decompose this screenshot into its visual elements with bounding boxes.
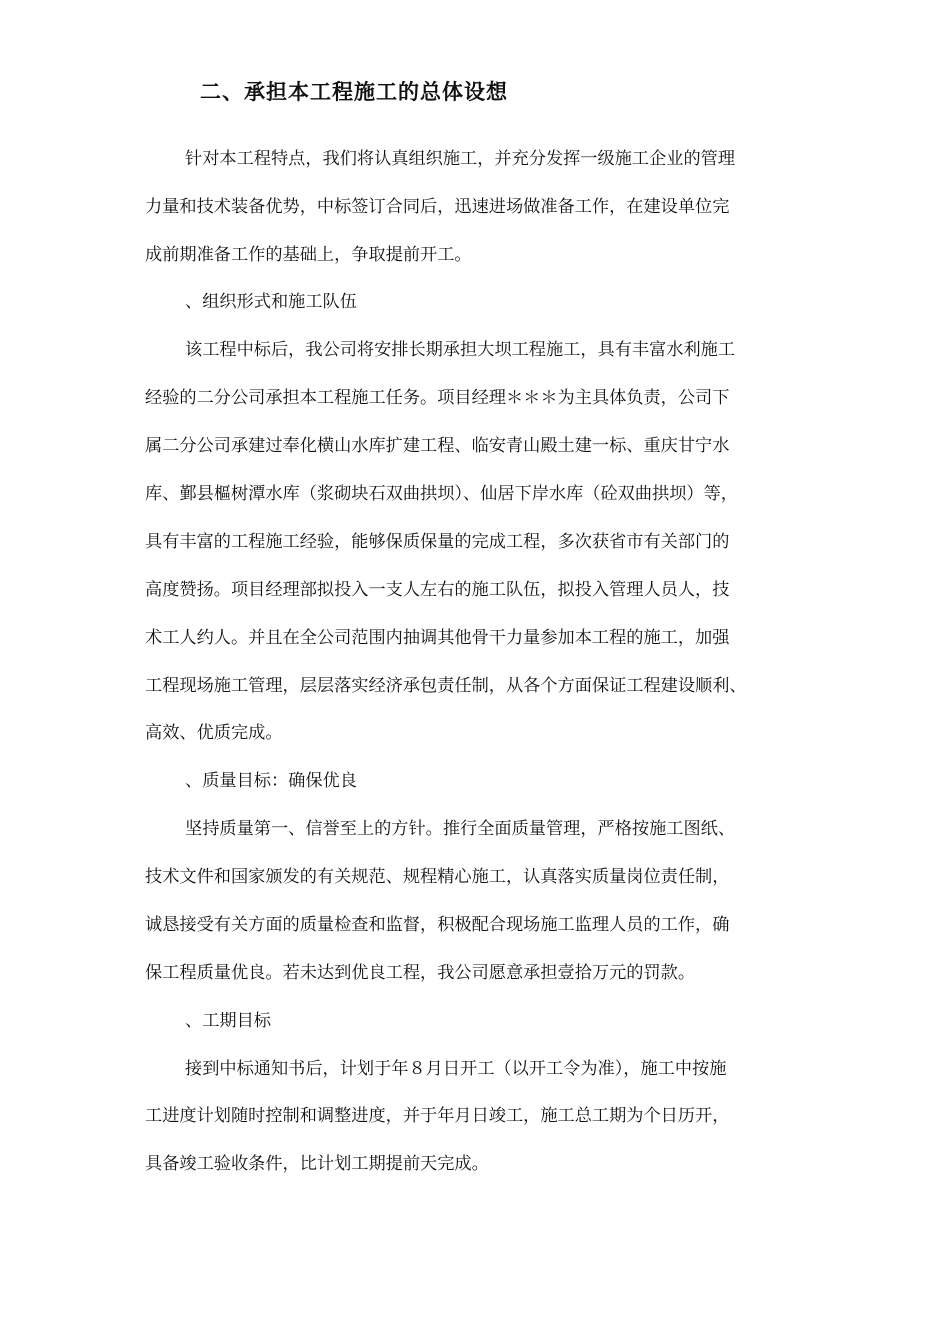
paragraph-line: 保工程质量优良。若未达到优良工程，我公司愿意承担壹拾万元的罚款。: [145, 963, 696, 983]
paragraph-line: 库、鄞县樞树潭水库（浆砌块石双曲拱坝）、仙居下岸水库（砼双曲拱坝）等，: [145, 484, 738, 504]
paragraph-line: 高效、优质完成。: [145, 723, 283, 743]
paragraph-line: 具备竣工验收条件，比计划工期提前天完成。: [145, 1154, 489, 1174]
paragraph-line: 工进度计划随时控制和调整进度，并于年月日竣工，施工总工期为个日历开，: [145, 1106, 730, 1126]
paragraph-line: 术工人约人。并且在全公司范围内抽调其他骨干力量参加本工程的施工，加强: [145, 628, 730, 648]
paragraph-line: 技术文件和国家颁发的有关规范、规程精心施工，认真落实质量岗位责任制，: [145, 867, 730, 887]
paragraph-line: 力量和技术装备优势，中标签订合同后，迅速进场做准备工作，在建设单位完: [145, 197, 730, 217]
paragraph-line: 工程现场施工管理，层层落实经济承包责任制，从各个方面保证工程建设顺利、: [145, 676, 747, 696]
paragraph-line: 经验的二分公司承担本工程施工任务。项目经理＊＊＊为主具体负责，公司下: [145, 388, 730, 408]
paragraph-line: 针对本工程特点，我们将认真组织施工，并充分发挥一级施工企业的管理: [185, 149, 736, 169]
section-subheading: 、质量目标：确保优良: [185, 771, 357, 791]
paragraph-line: 接到中标通知书后，计划于年８月日开工（以开工令为准），施工中按施: [185, 1059, 727, 1079]
paragraph-line: 诚恳接受有关方面的质量检查和监督，积极配合现场施工监理人员的工作，确: [145, 915, 730, 935]
section-subheading: 、工期目标: [185, 1011, 271, 1031]
paragraph-line: 成前期准备工作的基础上，争取提前开工。: [145, 245, 472, 265]
paragraph-line: 坚持质量第一、信誉至上的方针。推行全面质量管理，严格按施工图纸、: [185, 819, 736, 839]
page-title: 二、承担本工程施工的总体设想: [200, 79, 508, 104]
paragraph-line: 该工程中标后，我公司将安排长期承担大坝工程施工，具有丰富水利施工: [185, 340, 736, 360]
section-subheading: 、组织形式和施工队伍: [185, 292, 357, 312]
paragraph-line: 高度赞扬。项目经理部拟投入一支人左右的施工队伍，拟投入管理人员人，技: [145, 580, 730, 600]
paragraph-line: 具有丰富的工程施工经验，能够保质保量的完成工程，多次获省市有关部门的: [145, 532, 730, 552]
paragraph-line: 属二分公司承建过奉化横山水库扩建工程、临安青山殿土建一标、重庆甘宁水: [145, 436, 730, 456]
